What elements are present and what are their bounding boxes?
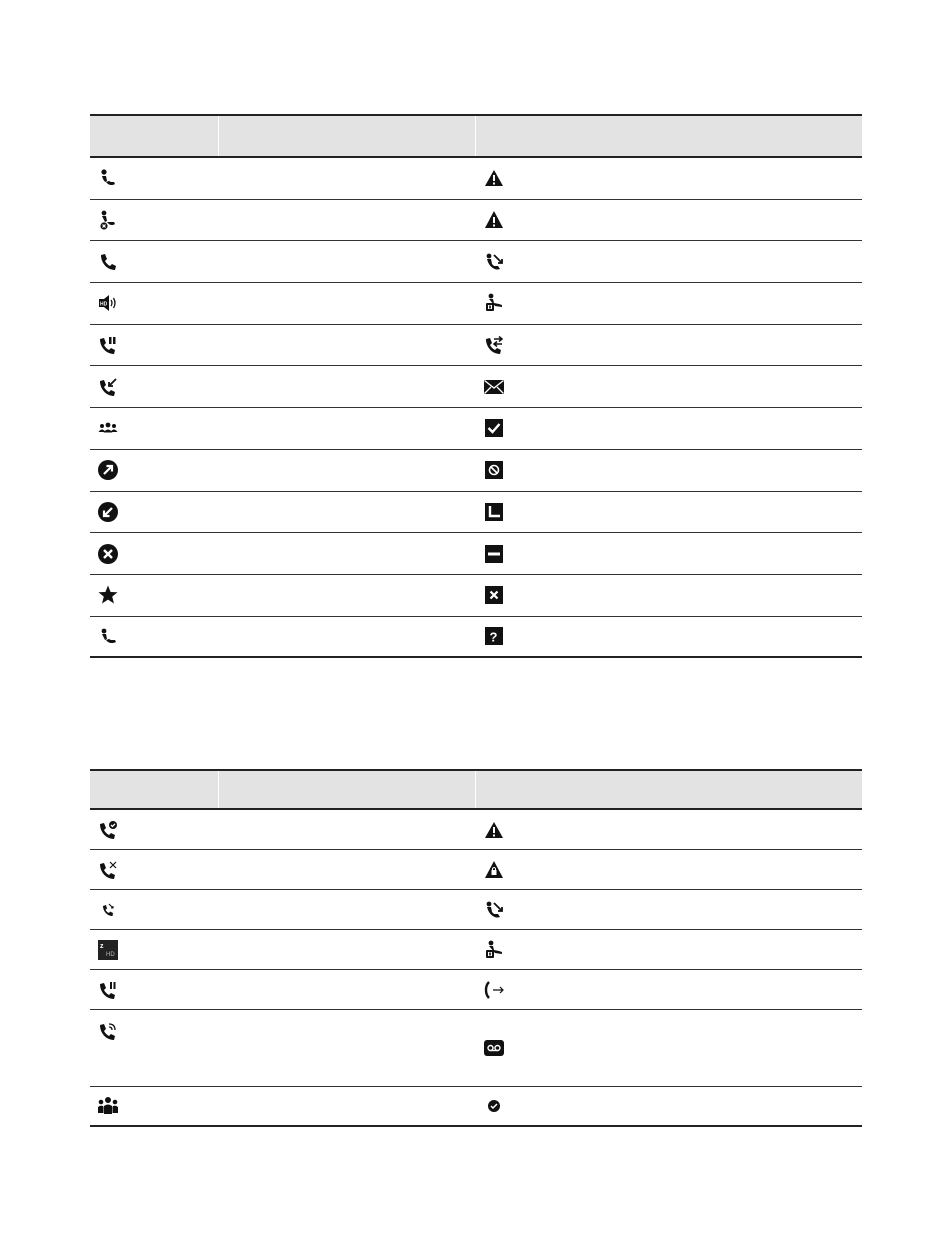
icon-table-2 [90, 769, 862, 1127]
table-header [90, 114, 862, 158]
phone-transfer-icon [483, 334, 505, 356]
hd-speaker-icon [97, 292, 119, 314]
missed-call-circle-icon [97, 543, 119, 565]
star-icon [97, 584, 119, 606]
blocked-square-icon [483, 459, 505, 481]
table-row [90, 1010, 862, 1087]
user-locked-icon [483, 939, 505, 961]
envelope-icon [483, 376, 505, 398]
warning-triangle-icon [483, 167, 505, 189]
x-square-icon [483, 584, 505, 606]
phone-check-icon [97, 819, 119, 841]
phone-missed-x-icon [97, 859, 119, 881]
phone-forward-arrow-icon [483, 979, 505, 1001]
group-people-icon [97, 417, 119, 439]
header-cell [475, 116, 862, 156]
user-phone-blocked-icon [97, 209, 119, 231]
phone-small-icon [97, 899, 119, 921]
header-cell [218, 771, 475, 808]
table-row [90, 810, 862, 850]
svg-text:?: ? [489, 629, 498, 645]
table-row [90, 1087, 862, 1127]
table-row [90, 325, 862, 367]
outgoing-call-circle-icon [97, 459, 119, 481]
warning-triangle-filled-icon [483, 209, 505, 231]
voicemail-icon [483, 1037, 505, 1059]
header-cell [90, 771, 218, 808]
table-row [90, 158, 862, 200]
phone-handset-icon [97, 251, 119, 273]
table-header [90, 769, 862, 810]
table-row [90, 970, 862, 1010]
table-row [90, 492, 862, 534]
check-circle-icon [483, 1095, 505, 1117]
table-row [90, 408, 862, 450]
table-row [90, 890, 862, 930]
hd-sleep-icon [97, 939, 119, 961]
phone-hold-icon [97, 979, 119, 1001]
table-row [90, 930, 862, 970]
table-row [90, 617, 862, 659]
phone-ringing-icon [97, 1020, 119, 1042]
phone-incoming-icon [97, 376, 119, 398]
icon-table-1 [90, 114, 862, 658]
table-row [90, 533, 862, 575]
warning-triangle-icon [483, 819, 505, 841]
table-row [90, 450, 862, 492]
header-cell [90, 116, 218, 156]
table-row [90, 366, 862, 408]
svg-text:HD: HD [100, 301, 108, 308]
svg-text:HD: HD [106, 951, 115, 958]
checkbox-checked-icon [483, 417, 505, 439]
phone-hold-icon [97, 334, 119, 356]
phone-user-forward-icon [483, 899, 505, 921]
header-cell [475, 771, 862, 808]
svg-text:z: z [100, 942, 104, 950]
minus-square-icon [483, 543, 505, 565]
table-row [90, 850, 862, 890]
table-row [90, 575, 862, 617]
group-conference-icon [97, 1095, 119, 1117]
phone-user-forward-icon [483, 251, 505, 273]
header-cell [218, 116, 475, 156]
user-locked-icon [483, 292, 505, 314]
table-row [90, 283, 862, 325]
table-row [90, 241, 862, 283]
user-phone-small-icon [97, 625, 119, 647]
incoming-call-circle-icon [97, 501, 119, 523]
question-square-icon [483, 625, 505, 647]
phone-handset-user-icon [97, 167, 119, 189]
corner-square-icon [483, 501, 505, 523]
table-row [90, 200, 862, 242]
warning-lock-icon [483, 859, 505, 881]
